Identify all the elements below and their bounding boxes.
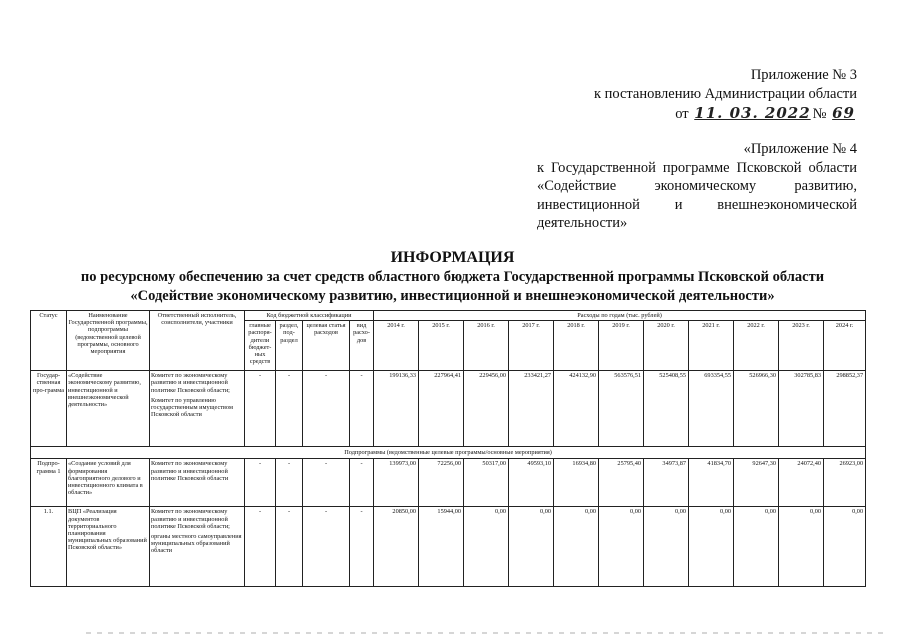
header-budget-code: Код бюджетной классификации [245, 311, 374, 321]
cell-value: 298852,37 [824, 371, 866, 447]
header-year: 2021 г. [689, 321, 734, 371]
document-subtitle-1: по ресурсному обеспечению за счет средств областного бюджета Государственной программы Псковской области [80, 269, 825, 285]
section-row [31, 447, 866, 459]
cell-value: 0,00 [824, 507, 866, 587]
cell-code: - [350, 371, 374, 447]
document-title: ИНФОРМАЦИЯ [390, 249, 515, 266]
cell-value: 16934,80 [554, 459, 599, 507]
executor-line: Комитет по управлению государственным имуществом Псковской области [151, 396, 233, 419]
annex-3-reference: к постановлению Администрации области [593, 86, 857, 102]
table-row [31, 371, 866, 447]
table-row [31, 507, 866, 587]
cell-executor: Комитет по экономическому развитию и инвестиционной политике Псковской области [150, 459, 245, 507]
cell-value: 0,00 [554, 507, 599, 587]
cell-value: 693354,55 [689, 371, 734, 447]
header-name: Наименование Государственной программы, подпрограммы (ведомственной целевой программы, основного мероприятия [67, 311, 150, 371]
cell-code: - [350, 459, 374, 507]
header-year: 2019 г. [599, 321, 644, 371]
cell-value: 26923,00 [824, 459, 866, 507]
cell-name: «Создание условий для формирования благоприятного делового и инвестиционного климата в области» [67, 459, 150, 507]
cell-code: - [276, 371, 303, 447]
cell-value: 0,00 [644, 507, 689, 587]
cell-code: - [303, 507, 350, 587]
header-grbs: главные распоря-дители бюджет-ных средств [245, 321, 276, 371]
annex-3-title: Приложение № 3 [750, 67, 857, 83]
cell-code: - [303, 459, 350, 507]
cell-status: Государ-ственная про-грамма [31, 371, 67, 447]
annex-3-date-line [594, 104, 857, 124]
cell-value: 0,00 [509, 507, 554, 587]
cell-value: 0,00 [464, 507, 509, 587]
scan-artifact-line [86, 632, 886, 634]
cell-value: 92647,30 [734, 459, 779, 507]
header-executor: Ответственный исполнитель, соисполнители, участники [150, 311, 245, 371]
handwritten-number: 69 [832, 104, 855, 122]
date-prefix: от [675, 106, 689, 122]
header-year: 2014 г. [374, 321, 419, 371]
header-year: 2017 г. [509, 321, 554, 371]
cell-code: - [245, 507, 276, 587]
header-year: 2018 г. [554, 321, 599, 371]
executor-line: Комитет по экономическому развитию и инвестиционной политике Псковской области; [151, 372, 230, 394]
cell-executor [150, 507, 245, 587]
resource-table [30, 310, 866, 587]
cell-code: - [350, 507, 374, 587]
document-title-block [0, 248, 905, 306]
cell-code: - [303, 371, 350, 447]
annex-4-block [537, 140, 857, 233]
cell-value: 15944,00 [419, 507, 464, 587]
subprograms-section-label: Подпрограммы (ведомственные целевые программы/основные мероприятия) [31, 447, 866, 459]
annex-3-block [594, 66, 857, 124]
cell-value: 563576,51 [599, 371, 644, 447]
header-status: Статус [31, 311, 67, 371]
document-subtitle-2: «Содействие экономическому развитию, инвестиционной и внешнеэкономической деятельности» [130, 288, 775, 304]
cell-value: 139973,00 [374, 459, 419, 507]
cell-value: 41834,70 [689, 459, 734, 507]
cell-value: 229456,00 [464, 371, 509, 447]
cell-status: 1.1. [31, 507, 67, 587]
cell-value: 233421,27 [509, 371, 554, 447]
cell-code: - [276, 459, 303, 507]
cell-value: 0,00 [779, 507, 824, 587]
cell-value: 25795,40 [599, 459, 644, 507]
cell-value: 302785,83 [779, 371, 824, 447]
cell-value: 24072,40 [779, 459, 824, 507]
header-year: 2023 г. [779, 321, 824, 371]
header-year: 2015 г. [419, 321, 464, 371]
cell-value: 199136,33 [374, 371, 419, 447]
cell-value: 525408,55 [644, 371, 689, 447]
cell-value: 0,00 [599, 507, 644, 587]
cell-code: - [245, 459, 276, 507]
annex-4-title: «Приложение № 4 [743, 141, 857, 157]
cell-value: 20850,00 [374, 507, 419, 587]
header-year: 2022 г. [734, 321, 779, 371]
table-row [31, 459, 866, 507]
header-section: раздел, под-раздел [276, 321, 303, 371]
header-target: целевая статья расходов [303, 321, 350, 371]
header-year: 2020 г. [644, 321, 689, 371]
executor-line: Комитет по экономическому развитию и инвестиционной политике Псковской области; [151, 508, 230, 530]
cell-name: «Содействие экономическому развитию, инвестиционной и внешнеэкономической деятельности» [67, 371, 150, 447]
header-expense-type: вид расхо-дов [350, 321, 374, 371]
cell-name: ВЦП «Реализация документов территориального планирования муниципальных образований Псковской области» [67, 507, 150, 587]
cell-code: - [276, 507, 303, 587]
executor-line: органы местного самоуправления муниципальных образований области [151, 533, 242, 555]
cell-value: 424132,90 [554, 371, 599, 447]
cell-executor [150, 371, 245, 447]
cell-value: 526966,30 [734, 371, 779, 447]
cell-value: 34973,87 [644, 459, 689, 507]
header-expenses: Расходы по годам (тыс. рублей) [374, 311, 866, 321]
cell-value: 72256,00 [419, 459, 464, 507]
annex-4-reference: к Государственной программе Псковской области «Содействие экономическому развитию, инвестиционной и внешнеэкономической деятельности» [537, 159, 857, 231]
cell-value: 227964,41 [419, 371, 464, 447]
header-year: 2024 г. [824, 321, 866, 371]
cell-value: 0,00 [689, 507, 734, 587]
cell-value: 50317,00 [464, 459, 509, 507]
cell-value: 49593,10 [509, 459, 554, 507]
cell-status: Подпро-грамма 1 [31, 459, 67, 507]
cell-code: - [245, 371, 276, 447]
header-year: 2016 г. [464, 321, 509, 371]
handwritten-date: 11. 03. 2022 [694, 104, 811, 122]
cell-value: 0,00 [734, 507, 779, 587]
number-prefix: № [812, 106, 827, 122]
